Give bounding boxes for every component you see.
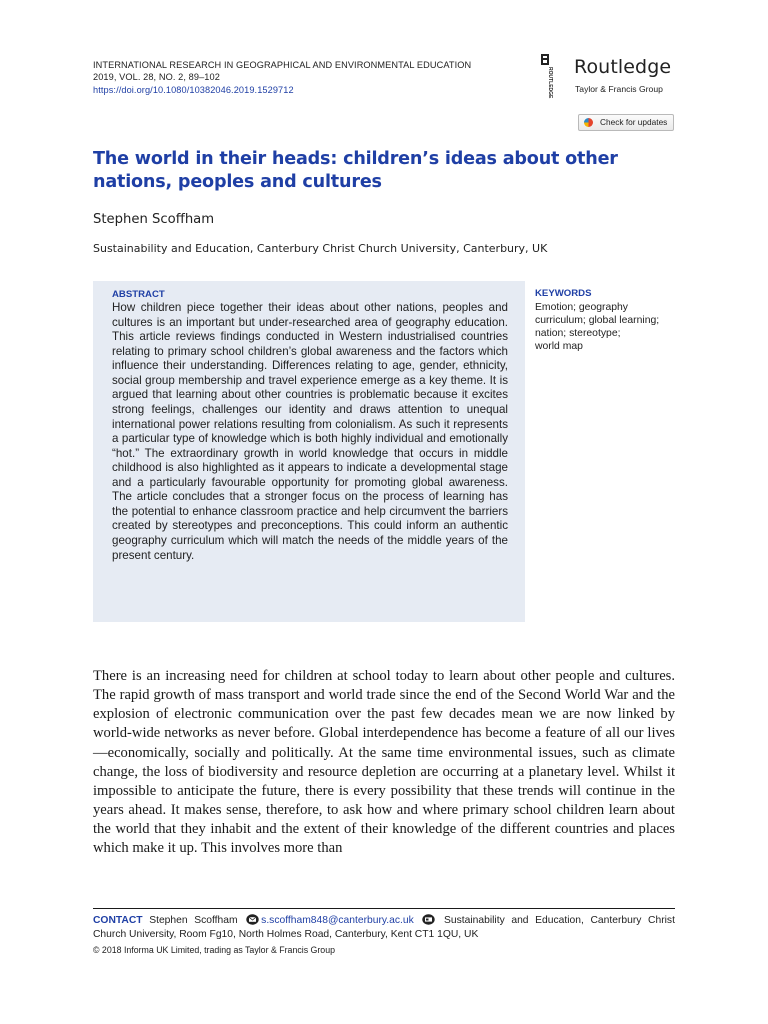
abstract-text: How children piece together their ideas about other nations, peoples and cultures is an important but under-researched area of geography education. This article reviews findings conducted in Western industrialised countries relating to primary school children’s global awareness and the factors which influence their understanding. Differences relating to age, gender, ethnicity, social group membership and travel experience emerge as a key theme. It is argued that learning about other countries is problematic because it excites strong feelings, challenges our identity and draws attention to unequal international power relations resulting from colonialism. As such it represents a particular type of knowledge which is both highly individual and emotionally “hot.” The extraordinary growth in world knowledge that occurs in middle childhood is also highlighted as it appears to indicate a developmental stage and a particularly favourable opportunity for promoting global awareness. The article concludes that a stronger focus on the process of learning has the potential to enhance classroom practice and help circumvent the barriers created by stereotypes and preconceptions. This could inform an authentic geography curriculum which will match the needs of the middle years of the present century.	[112, 301, 508, 562]
check-for-updates-button[interactable]	[578, 114, 674, 131]
contact-name: Stephen Scoffham	[149, 915, 238, 926]
crossmark-icon	[584, 118, 593, 127]
postal-address-icon	[422, 914, 435, 925]
keywords-heading: KEYWORDS	[535, 288, 592, 299]
envelope-icon	[246, 914, 259, 925]
contact-footnote	[93, 914, 675, 942]
publisher-group: Taylor & Francis Group	[575, 84, 663, 94]
publisher-name: Routledge	[574, 56, 672, 78]
publisher-vertical-mark: ROUTLEDGE	[547, 67, 553, 99]
check-for-updates-label: Check for updates	[600, 117, 668, 127]
author-name[interactable]: Stephen Scoffham	[93, 212, 215, 227]
routledge-mark-icon	[538, 54, 553, 99]
copyright-notice: © 2018 Informa UK Limited, trading as Taylor & Francis Group	[93, 945, 335, 955]
contact-email[interactable]: s.scoffham848@canterbury.ac.uk	[261, 915, 414, 926]
journal-name: INTERNATIONAL RESEARCH IN GEOGRAPHICAL AND ENVIRONMENTAL EDUCATION	[93, 60, 472, 70]
abstract-box	[93, 281, 525, 622]
keyword-line: world map	[535, 341, 583, 352]
body-paragraph: There is an increasing need for children at school today to learn about other people and cultures. The rapid growth of mass transport and world trade since the end of the Second World War and the explosion of electronic communication over the past few decades mean we are now linked by world-wide networks as never before. Global interdependence has become a feature of all our lives—economically, socially and politically. At the same time environmental issues, such as climate change, the loss of biodiversity and resource depletion are occurring at a planetary level. Whilst it impossible to anticipate the future, there is every possibility that these trends will continue in the years ahead. It makes sense, therefore, to ask how and where primary school children learn about the world that they inhabit and the extent of their knowledge of the different countries and places which make it up. This involves more than	[93, 668, 675, 857]
keyword-line: nation; stereotype;	[535, 328, 621, 339]
keywords-list	[535, 301, 685, 353]
author-affiliation: Sustainability and Education, Canterbury Christ Church University, Canterbury, UK	[93, 242, 548, 255]
journal-header	[93, 59, 471, 96]
publisher-logo[interactable]	[538, 50, 683, 98]
keyword-line: Emotion; geography	[535, 302, 628, 313]
abstract-heading: ABSTRACT	[112, 289, 165, 300]
footnote-divider	[93, 908, 675, 909]
contact-address: Sustainability and Education, Canterbury Christ Church University, Room Fg10, North Holmes Road, Canterbury, Kent CT1 1QU, UK	[93, 915, 675, 940]
journal-issue: 2019, VOL. 28, NO. 2, 89–102	[93, 72, 220, 83]
contact-label: CONTACT	[93, 915, 143, 926]
doi-link[interactable]: https://doi.org/10.1080/10382046.2019.1529712	[93, 84, 294, 95]
article-title: The world in their heads: children’s ideas about other nations, peoples and cultures	[93, 149, 618, 192]
keyword-line: curriculum; global learning;	[535, 315, 660, 326]
